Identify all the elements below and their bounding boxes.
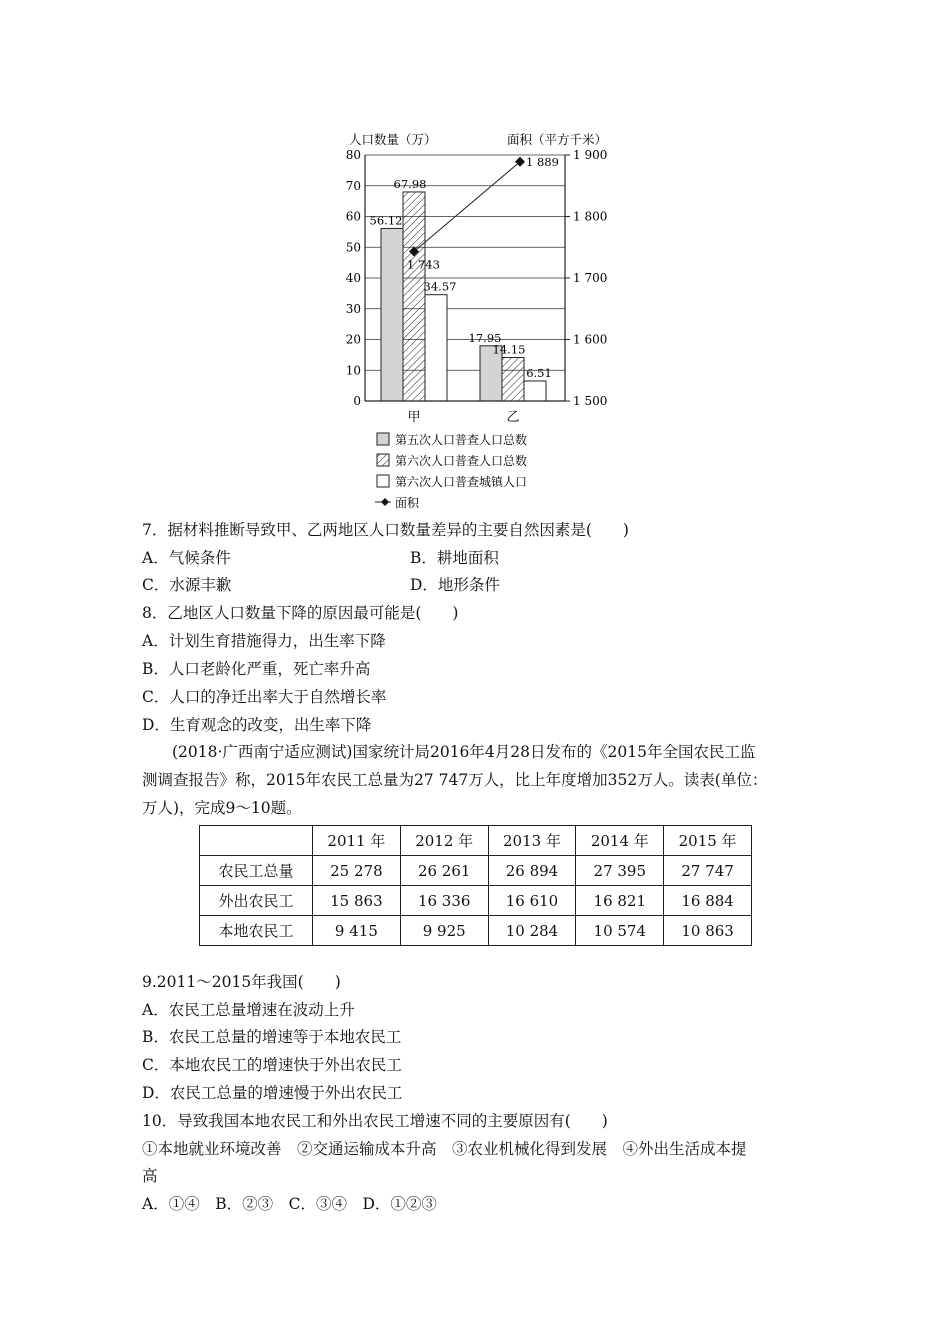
legend-swatch xyxy=(377,433,389,445)
table-header-cell: 2014 年 xyxy=(576,826,664,856)
left-tick-label: 60 xyxy=(345,209,361,224)
left-tick-label: 30 xyxy=(345,301,361,316)
left-tick-label: 10 xyxy=(345,363,361,378)
legend-swatch xyxy=(377,454,389,466)
bar xyxy=(524,381,546,401)
table-header-cell: 2013 年 xyxy=(488,826,576,856)
q9-option-a[interactable]: A．农民工总量增速在波动上升 xyxy=(142,1001,355,1019)
table-header-cell: 2012 年 xyxy=(400,826,488,856)
right-tick-label: 1 900 xyxy=(573,148,608,162)
bar xyxy=(403,192,425,401)
q7-option-c[interactable]: C．水源丰歉 xyxy=(142,576,232,594)
q8-option-d[interactable]: D．生育观念的改变，出生率下降 xyxy=(142,716,372,734)
table-cell: 16 336 xyxy=(400,886,488,916)
q10-answer-options[interactable]: A．①④ B．②③ C．③④ D．①②③ xyxy=(142,1195,437,1213)
table-header-cell: 2015 年 xyxy=(664,826,752,856)
bar-value-label: 17.95 xyxy=(468,330,502,345)
q8-stem: 8．乙地区人口数量下降的原因最可能是( ) xyxy=(142,604,459,622)
q7-stem: 7．据材料推断导致甲、乙两地区人口数量差异的主要自然因素是( ) xyxy=(142,521,629,539)
q9-option-c[interactable]: C．本地农民工的增速快于外出农民工 xyxy=(142,1056,402,1074)
bar-value-label: 34.57 xyxy=(423,279,457,294)
left-tick-label: 50 xyxy=(345,240,361,255)
bar-value-label: 14.15 xyxy=(492,342,526,357)
table-cell: 26 894 xyxy=(488,856,576,886)
q8-option-b[interactable]: B．人口老龄化严重，死亡率升高 xyxy=(142,660,371,678)
right-axis-label: 面积（平方千米） xyxy=(507,132,608,147)
table-cell: 25 278 xyxy=(313,856,401,886)
area-series-line xyxy=(414,162,520,252)
table-cell: 10 574 xyxy=(576,916,664,946)
table-cell: 26 261 xyxy=(400,856,488,886)
right-tick-label: 1 600 xyxy=(573,332,608,347)
table-cell: 本地农民工 xyxy=(200,916,313,946)
intro-line-3: 万人)，完成9～10题。 xyxy=(142,799,302,817)
intro-line-1: (2018·广西南宁适应测试)国家统计局2016年4月28日发布的《2015年全国农民工监 xyxy=(172,743,756,761)
bar-value-label: 56.12 xyxy=(369,213,403,228)
table-cell: 27 747 xyxy=(664,856,752,886)
q10-stem: 10．导致我国本地农民工和外出农民工增速不同的主要原因有( ) xyxy=(142,1112,608,1130)
table-cell: 农民工总量 xyxy=(200,856,313,886)
q9-stem: 9.2011～2015年我国( ) xyxy=(142,973,341,991)
table-cell: 16 821 xyxy=(576,886,664,916)
table-cell: 27 395 xyxy=(576,856,664,886)
table-row xyxy=(200,856,752,886)
q8-option-a[interactable]: A．计划生育措施得力，出生率下降 xyxy=(142,632,386,650)
category-label: 甲 xyxy=(407,410,421,425)
left-tick-label: 70 xyxy=(345,178,361,193)
table-cell: 15 863 xyxy=(313,886,401,916)
table-cell: 外出农民工 xyxy=(200,886,313,916)
area-value-label: 1 889 xyxy=(526,154,559,169)
legend-label: 第六次人口普查城镇人口 xyxy=(395,475,528,489)
table-cell: 10 863 xyxy=(664,916,752,946)
q9-option-b[interactable]: B．农民工总量的增速等于本地农民工 xyxy=(142,1028,402,1046)
table-cell: 9 415 xyxy=(313,916,401,946)
legend-diamond xyxy=(381,498,389,506)
bar xyxy=(381,228,403,401)
legend-swatch xyxy=(377,475,389,487)
table-row xyxy=(200,886,752,916)
q10-statements-line-1: ①本地就业环境改善 ②交通运输成本升高 ③农业机械化得到发展 ④外出生活成本提 xyxy=(142,1140,747,1158)
area-value-label: 1 743 xyxy=(407,257,440,272)
left-axis-label: 人口数量（万） xyxy=(349,132,437,147)
population-chart xyxy=(345,128,635,510)
legend-label: 面积 xyxy=(395,496,420,510)
table-cell: 9 925 xyxy=(400,916,488,946)
left-tick-label: 0 xyxy=(353,394,361,408)
q9-option-d[interactable]: D．农民工总量的增速慢于外出农民工 xyxy=(142,1084,403,1102)
legend-label: 第五次人口普查人口总数 xyxy=(395,433,528,447)
chart-svg xyxy=(345,128,635,510)
bar xyxy=(502,357,524,401)
table-header-row xyxy=(200,826,752,856)
table-header-cell: 2011 年 xyxy=(313,826,401,856)
table-row xyxy=(200,916,752,946)
bar-value-label: 6.51 xyxy=(526,365,552,380)
migrant-worker-table xyxy=(199,825,752,946)
table-header-cell xyxy=(200,826,313,856)
q7-option-b[interactable]: B．耕地面积 xyxy=(410,549,499,567)
right-tick-label: 1 800 xyxy=(573,209,608,224)
q10-statements-line-2: 高 xyxy=(142,1167,158,1185)
category-label: 乙 xyxy=(506,410,520,425)
right-tick-label: 1 700 xyxy=(573,271,608,285)
q7-option-d[interactable]: D．地形条件 xyxy=(410,576,500,594)
legend-label: 第六次人口普查人口总数 xyxy=(395,454,528,468)
left-tick-label: 20 xyxy=(345,332,361,347)
right-tick-label: 1 500 xyxy=(573,394,608,408)
intro-line-2: 测调查报告》称，2015年农民工总量为27 747万人，比上年度增加352万人。读表(单位： xyxy=(142,771,768,789)
bar xyxy=(425,295,447,401)
table-cell: 16 884 xyxy=(664,886,752,916)
q8-option-c[interactable]: C．人口的净迁出率大于自然增长率 xyxy=(142,688,387,706)
left-tick-label: 40 xyxy=(345,271,361,285)
table-cell: 10 284 xyxy=(488,916,576,946)
q7-option-a[interactable]: A．气候条件 xyxy=(142,549,231,567)
bar-value-label: 67.98 xyxy=(393,176,427,191)
table-cell: 16 610 xyxy=(488,886,576,916)
left-tick-label: 80 xyxy=(345,148,361,162)
